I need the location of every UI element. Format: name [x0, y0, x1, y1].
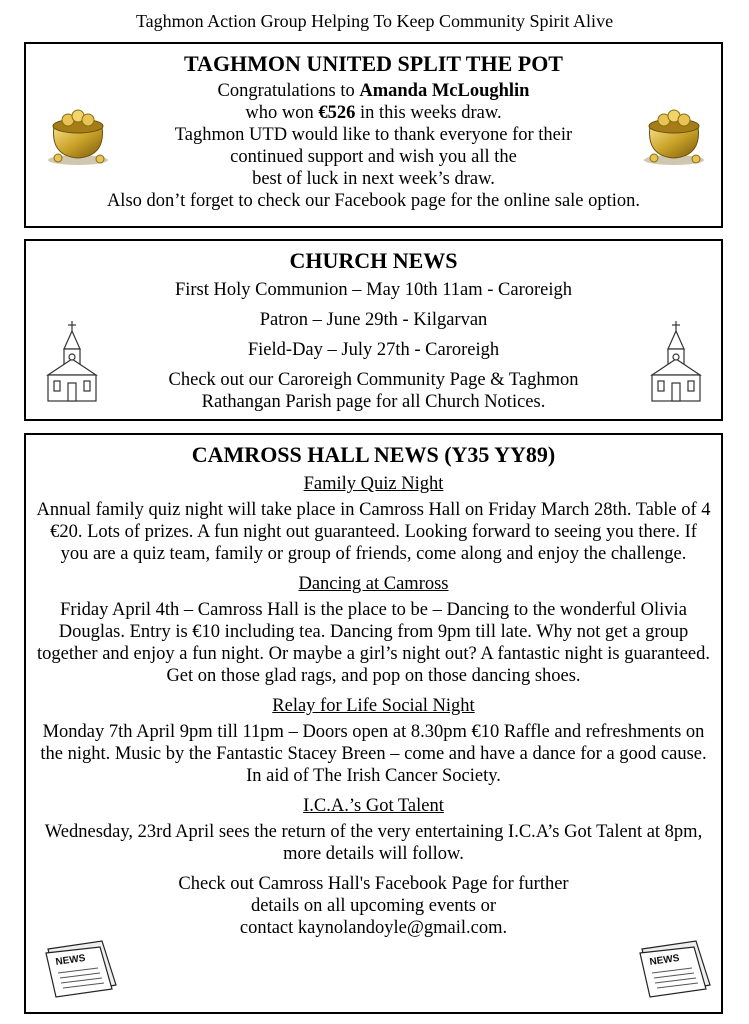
church-icon [42, 319, 102, 405]
pot-line: Also don’t forget to check our Facebook page for the online sale option. [106, 191, 641, 211]
congrats-text: Congratulations to [217, 81, 355, 101]
camross-footer-line: Check out Camross Hall's Facebook Page for further [178, 874, 569, 894]
contact-email: contact kaynolandoyle@gmail.com. [239, 918, 508, 938]
section-heading: I.C.A.’s Got Talent [303, 796, 444, 816]
church-icon [646, 319, 706, 405]
won-suffix: in this weeks draw. [359, 103, 502, 123]
split-the-pot-box [24, 42, 723, 228]
won-prefix: who won [245, 103, 314, 123]
svg-text:NEWS: NEWS [54, 952, 87, 968]
camross-title: CAMROSS HALL NEWS (Y35 YY89) [191, 442, 556, 467]
pot-title: TAGHMON UNITED SPLIT THE POT [184, 51, 563, 76]
section-heading: Dancing at Camross [298, 574, 449, 594]
section-heading: Family Quiz Night [303, 474, 444, 494]
section-text: Wednesday, 23rd April sees the return of the very entertaining I.C.A’s Got Talent at 8pm, more details will follow. [44, 822, 703, 864]
church-news-box [24, 239, 723, 421]
section-text: Friday April 4th – Camross Hall is the place to be – Dancing to the wonderful Olivia Douglas. Entry is €10 including tea. Dancing from 9pm till late. Why not get a group together and enjoy a fun night. Or maybe a girl’s night out? A fantastic night is guaranteed. Get on those glad rags, and pop on those dancing shoes. [36, 600, 711, 686]
church-event: Patron – June 29th - Kilgarvan [259, 310, 488, 330]
section-heading: Relay for Life Social Night [272, 696, 475, 716]
pot-of-gold-icon [636, 96, 712, 166]
pot-line: best of luck in next week’s draw. [252, 169, 495, 189]
section-text: Monday 7th April 9pm till 11pm – Doors open at 8.30pm €10 Raffle and refreshments on the night. Music by the Fantastic Stacey Breen – come and have a dance for a good cause. In aid of The Irish Cancer Society. [40, 722, 707, 786]
church-footer-line: Rathangan Parish page for all Church Notices. [201, 392, 546, 412]
newspaper-icon [636, 939, 716, 999]
church-footer-line: Check out our Caroreigh Community Page & Taghmon [168, 370, 579, 390]
pot-of-gold-icon [40, 96, 116, 166]
church-event: Field-Day – July 27th - Caroreigh [247, 340, 500, 360]
pot-line: Taghmon UTD would like to thank everyone for their [174, 125, 573, 145]
pot-congrats-line [26, 80, 721, 102]
newspaper-icon [42, 939, 122, 999]
church-title: CHURCH NEWS [289, 248, 458, 273]
svg-text:NEWS: NEWS [648, 952, 681, 968]
church-event: First Holy Communion – May 10th 11am - Caroreigh [174, 280, 573, 300]
camross-footer-line: details on all upcoming events or [250, 896, 497, 916]
section-text: Annual family quiz night will take place in Camross Hall on Friday March 28th. Table of 4 €20. Lots of prizes. A fun night out guaranteed. Looking forward to seeing you there. If you are a quiz team, family or group of friends, come along and enjoy the challenge. [36, 500, 711, 564]
winner-name: Amanda McLoughlin [359, 81, 530, 101]
pot-line: continued support and wish you all the [230, 147, 517, 167]
camross-hall-news-box [24, 433, 723, 1014]
pot-won-line [26, 102, 721, 124]
page-header: Taghmon Action Group Helping To Keep Community Spirit Alive [135, 11, 614, 31]
prize-amount: €526 [318, 103, 356, 123]
